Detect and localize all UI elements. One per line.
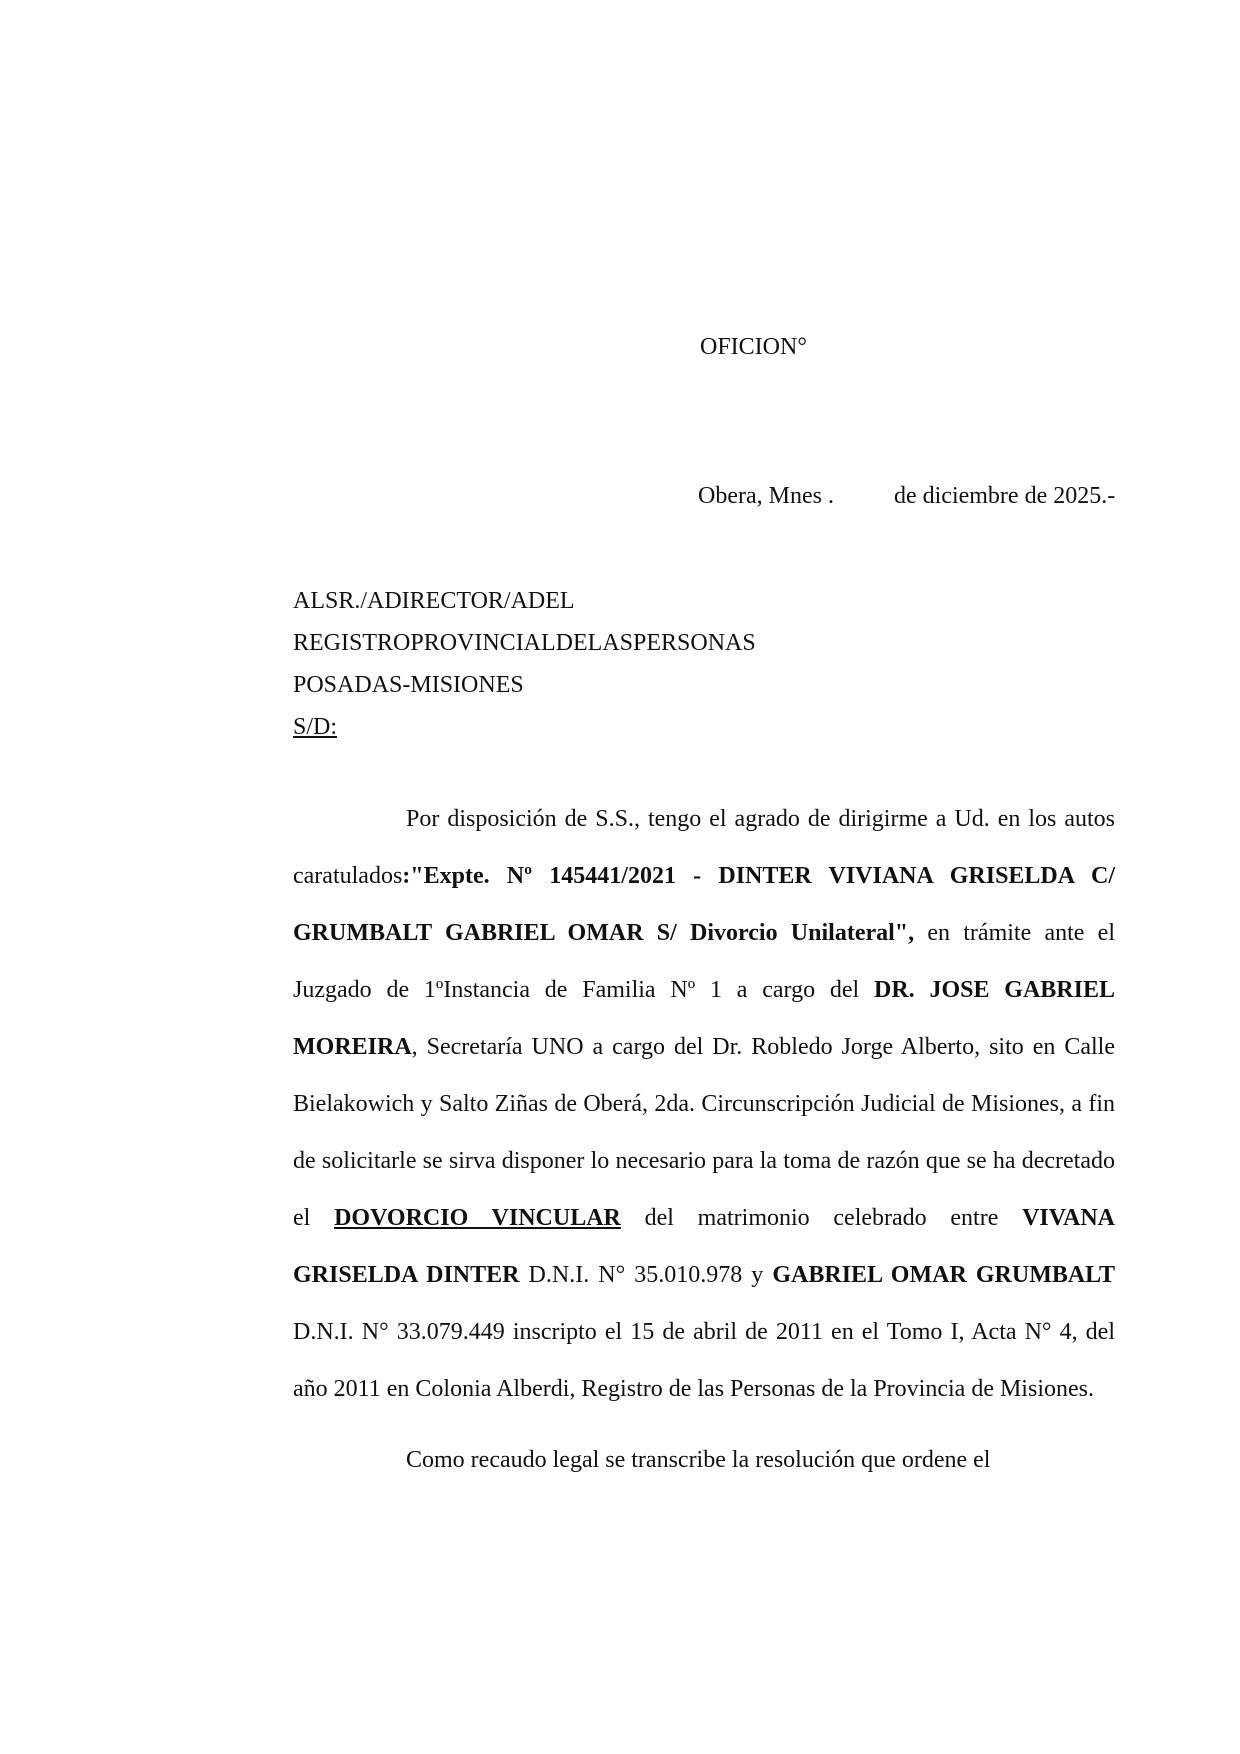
judge-name: DR. JOSE GABRIEL MOREIRA [293,977,1115,1060]
letter-body [293,791,1115,1489]
body-paragraph-2: Como recaudo legal se transcribe la resolución que ordene el [406,1447,991,1473]
date-line [698,482,1115,510]
addressee-line-3: POSADAS-MISIONES [293,672,524,698]
case-caption: :"Expte. Nº 145441/2021 - DINTER VIVIANA GRISELDA C/ GRUMBALT GABRIEL OMAR S/ Divorcio Unilateral", [293,863,1115,946]
p1-segment-1: Por disposición de S.S., tengo el agrado de dirigirme a Ud. en los autos caratulados [293,806,1115,889]
body-paragraph-1 [293,791,1115,1418]
p1-segment-11: D.N.I. N° 33.079.449 inscripto el 15 de abril de 2011 en el Tomo I, Acta N° 4, del año 2011 en Colonia Alberdi, Registro de las Personas de la Provincia de Misiones. [293,1319,1115,1402]
addressee-line-4: S/D: [293,714,338,740]
document-title: OFICION° [700,334,807,360]
p1-segment-5: , Secretaría UNO a cargo del Dr. Robledo Jorge Alberto, sito en Calle Bielakowich y Salto Ziñas de Oberá, 2da. Circunscripción Judicial de Misiones, a fin de solicitarle se sirva disponer lo necesario para la toma de razón que se ha decretado el [293,1034,1115,1231]
addressee-line-1: ALSR./ADIRECTOR/ADEL [293,588,575,614]
addressee-line-2: REGISTROPROVINCIALDELASPERSONAS [293,630,756,656]
spouse-1-name: VIVANA GRISELDA DINTER [293,1205,1115,1288]
p1-segment-7: del matrimonio celebrado entre [620,1205,1023,1231]
divorce-decree: DOVORCIO VINCULAR [334,1205,621,1231]
p1-segment-9: D.N.I. N° 35.010.978 y [519,1262,773,1288]
date-place: Obera, Mnes . [698,483,834,509]
p1-segment-3: en trámite ante el Juzgado de 1ºInstancia de Familia Nº 1 a cargo del [293,920,1115,1003]
spouse-2-name: GABRIEL OMAR GRUMBALT [772,1262,1115,1288]
date-rest: de diciembre de 2025.- [893,483,1116,509]
addressee-block [293,580,756,748]
